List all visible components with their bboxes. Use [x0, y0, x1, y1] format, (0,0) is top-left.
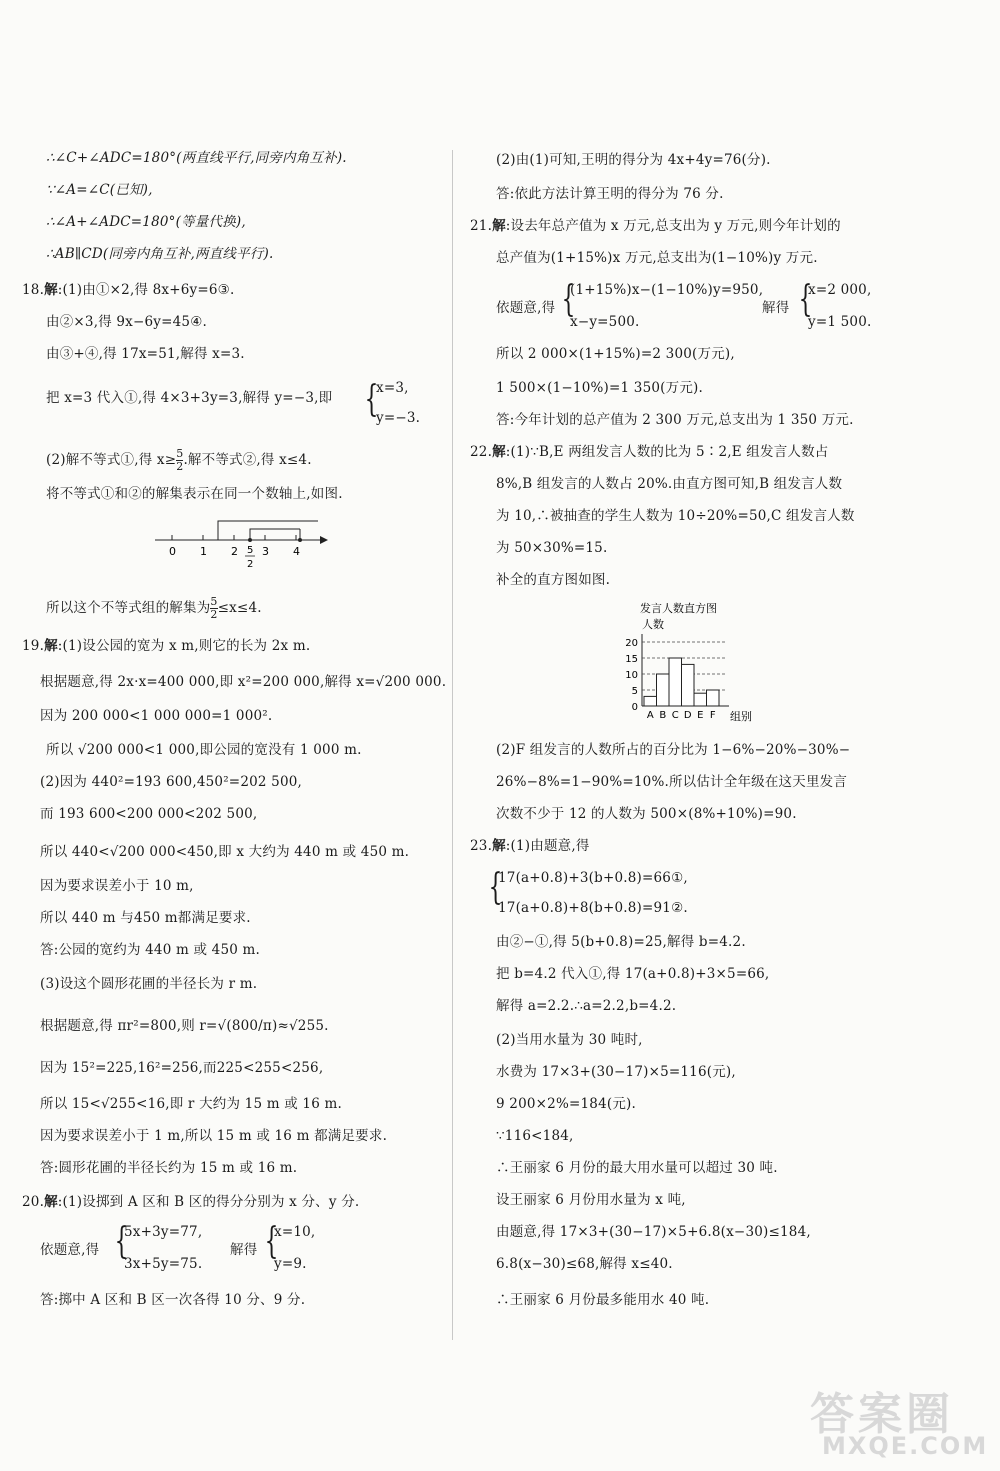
solution-line: 8%,B 组发言的人数占 20%.由直方图可知,B 组发言人数 — [496, 476, 843, 492]
solution-line: (2)因为 440²=193 600,450²=202 500, — [40, 774, 303, 790]
solution-line: ∴王丽家 6 月份最多能用水 40 吨. — [496, 1292, 710, 1308]
solution-line: 所以 2 000×(1+15%)=2 300(万元), — [496, 346, 735, 362]
y-tick-label: 10 — [625, 670, 638, 681]
solution-line: 所以这个不等式组的解集为 $\frac{5}{2}$ ≤x≤4. — [46, 595, 262, 621]
solution-label: 解 — [492, 838, 506, 854]
solution-line: 9 200×2%=184(元). — [496, 1096, 636, 1112]
x-tick-label: D — [683, 710, 692, 721]
question-number: 21.解:设去年总产值为 x 万元,总支出为 y 万元,则今年计划的 — [470, 218, 841, 234]
proof-line: ∴∠C+∠ADC=180°(两直线平行,同旁内角互补). — [46, 150, 347, 166]
x-tick-label: F — [709, 710, 716, 721]
tick-label: 3 — [262, 545, 269, 558]
solution-line: 6.8(x−30)≤68,解得 x≤40. — [496, 1256, 673, 1272]
system-eq: 17(a+0.8)+8(b+0.8)=91②. — [498, 900, 688, 916]
bar — [694, 693, 707, 706]
solution-line: 所以 440<√200 000<450,即 x 大约为 440 m 或 450 m. — [40, 844, 410, 860]
solution-line: 由③+④,得 17x=51,解得 x=3. — [46, 346, 245, 362]
solution-line: 因为要求误差小于 1 m,所以 15 m 或 16 m 都满足要求. — [40, 1128, 388, 1144]
solution-line: 所以 15<√255<16,即 r 大约为 15 m 或 16 m. — [40, 1096, 342, 1112]
tick-label: 5 — [247, 545, 254, 556]
solution-line: (2)F 组发言的人数所占的百分比为 1−6%−20%−30%− — [496, 742, 851, 758]
solution-line: 设王丽家 6 月份用水量为 x 吨, — [496, 1192, 686, 1208]
solution-label: 解 — [492, 218, 506, 234]
proof-line: ∴AB∥CD(同旁内角互补,两直线平行). — [46, 246, 274, 262]
bar — [669, 658, 682, 706]
solution-line: 所以 √200 000<1 000,即公园的宽没有 1 000 m. — [46, 742, 362, 758]
solution-line: 所以 440 m 与450 m都满足要求. — [40, 910, 251, 926]
system-brace: { — [114, 1221, 129, 1262]
solution-line: 由②−①,得 5(b+0.8)=25,解得 b=4.2. — [496, 934, 746, 950]
solution-line: 答:依此方法计算王明的得分为 76 分. — [496, 186, 724, 202]
system-eq: x=3, — [376, 380, 409, 396]
solution-line: 把 b=4.2 代入①,得 17(a+0.8)+3×5=66, — [496, 966, 770, 982]
solution-line: 依题意,得 — [496, 300, 556, 316]
tick-label: 2 — [247, 559, 254, 570]
system-brace: { — [561, 279, 576, 320]
question-number: 22.解:(1)∵B,E 两组发言人数的比为 5∶2,E 组发言人数占 — [470, 444, 829, 460]
x-tick-label: C — [671, 710, 679, 721]
solution-line: 而 193 600<200 000<202 500, — [40, 806, 258, 822]
system-eq: y=−3. — [376, 410, 421, 426]
solution-line: (2)解不等式①,得 x≥ $\frac{5}{2}$ .解不等式②,得 x≤4. — [46, 447, 312, 473]
solution-line: 答:圆形花圃的半径长约为 15 m 或 16 m. — [40, 1160, 298, 1176]
system-brace: { — [488, 867, 503, 908]
solution-line: (2)当用水量为 30 吨时, — [496, 1032, 643, 1048]
solution-line: 解得 — [762, 300, 790, 316]
solution-line: 把 x=3 代入①,得 4×3+3y=3,解得 y=−3,即 — [46, 390, 333, 406]
solution-label: 解 — [44, 638, 58, 654]
system-brace: { — [364, 379, 379, 420]
solution-line: 由②×3,得 9x−6y=45④. — [46, 314, 207, 330]
solution-line: (2)由(1)可知,王明的得分为 4x+4y=76(分). — [496, 152, 771, 168]
question-number: 20.解:(1)设掷到 A 区和 B 区的得分分别为 x 分、y 分. — [22, 1194, 360, 1210]
system-eq: x=2 000, — [808, 282, 872, 298]
system-brace: { — [798, 279, 813, 320]
number-line — [150, 515, 340, 575]
tick-label: 0 — [169, 545, 176, 558]
watermark-url: MXQE.COM — [822, 1432, 989, 1460]
solution-line: ∴王丽家 6 月份的最大用水量可以超过 30 吨. — [496, 1160, 778, 1176]
system-eq: y=1 500. — [808, 314, 872, 330]
system-eq: 3x+5y=75. — [124, 1256, 203, 1272]
x-tick-label: A — [646, 710, 654, 721]
system-eq: (1+15%)x−(1−10%)y=950, — [570, 282, 764, 298]
solution-line: 依题意,得 — [40, 1242, 100, 1258]
tick-label: 4 — [293, 545, 300, 558]
tick-label: 1 — [200, 545, 207, 558]
solution-label: 解 — [492, 444, 506, 460]
solution-line: 答:公园的宽约为 440 m 或 450 m. — [40, 942, 261, 958]
y-tick-label: 15 — [625, 654, 638, 665]
bar — [707, 690, 720, 706]
tick-label: 2 — [231, 545, 238, 558]
system-brace: { — [264, 1221, 279, 1262]
solution-line: 1 500×(1−10%)=1 350(万元). — [496, 380, 703, 396]
system-eq: 5x+3y=77, — [124, 1224, 203, 1240]
bar — [657, 674, 670, 706]
y-tick-label: 20 — [625, 638, 638, 649]
y-tick-label: 0 — [631, 702, 638, 713]
solution-line: 根据题意,得 2x·x=400 000,即 x²=200 000,解得 x=√200 000. — [40, 674, 447, 690]
bar — [682, 664, 695, 706]
system-eq: 17(a+0.8)+3(b+0.8)=66①, — [498, 870, 688, 886]
y-tick-label: 5 — [631, 686, 638, 697]
question-number: 19.解:(1)设公园的宽为 x m,则它的长为 2x m. — [22, 638, 311, 654]
solution-line: 次数不少于 12 的人数为 500×(8%+10%)=90. — [496, 806, 797, 822]
x-tick-label: E — [697, 710, 704, 721]
solution-line: 补全的直方图如图. — [496, 572, 611, 588]
solution-line: 总产值为(1+15%)x 万元,总支出为(1−10%)y 万元. — [496, 250, 818, 266]
question-number: 23.解:(1)由题意,得 — [470, 838, 590, 854]
x-tick-label: B — [659, 710, 667, 721]
solution-line: 答:掷中 A 区和 B 区一次各得 10 分、9 分. — [40, 1292, 306, 1308]
proof-line: ∵∠A=∠C(已知), — [46, 182, 153, 198]
system-eq: x=10, — [274, 1224, 316, 1240]
proof-line: ∴∠A+∠ADC=180°(等量代换), — [46, 214, 246, 230]
solution-line: 因为 15²=225,16²=256,而225<255<256, — [40, 1060, 324, 1076]
solution-line: 因为 200 000<1 000 000=1 000². — [40, 708, 273, 724]
solution-line: 水费为 17×3+(30−17)×5=116(元), — [496, 1064, 736, 1080]
solution-line: 因为要求误差小于 10 m, — [40, 878, 194, 894]
solution-line: 解得 — [230, 1242, 258, 1258]
chart-title: 发言人数直方图 — [640, 602, 717, 615]
x-axis-label: 组别 — [730, 710, 752, 723]
solution-label: 解 — [44, 1194, 58, 1210]
solution-line: 26%−8%=1−90%=10%.所以估计全年级在这天里发言 — [496, 774, 848, 790]
column-divider — [452, 150, 453, 1340]
histogram-chart — [600, 598, 770, 728]
solution-line: 由题意,得 17×3+(30−17)×5+6.8(x−30)≤184, — [496, 1224, 811, 1240]
solution-line: 根据题意,得 πr²=800,则 r=√(800/π)≈√255. — [40, 1018, 329, 1034]
solution-line: 为 50×30%=15. — [496, 540, 608, 556]
solution-line: (3)设这个圆形花圃的半径长为 r m. — [40, 976, 258, 992]
solution-label: 解 — [44, 282, 58, 298]
y-axis-label: 人数 — [642, 618, 664, 631]
solution-line: 答:今年计划的总产值为 2 300 万元,总支出为 1 350 万元. — [496, 412, 854, 428]
system-eq: y=9. — [274, 1256, 307, 1272]
solution-line: 将不等式①和②的解集表示在同一个数轴上,如图. — [46, 486, 343, 502]
watermark-logo: 答案圈 — [810, 1389, 954, 1440]
solution-line: 解得 a=2.2.∴a=2.2,b=4.2. — [496, 998, 677, 1014]
solution-line: 为 10,∴被抽查的学生人数为 10÷20%=50,C 组发言人数 — [496, 508, 855, 524]
question-number: 18.解:(1)由①×2,得 8x+6y=6③. — [22, 282, 235, 298]
solution-line: ∵116<184, — [496, 1128, 574, 1144]
system-eq: x−y=500. — [570, 314, 640, 330]
bar — [644, 696, 657, 706]
